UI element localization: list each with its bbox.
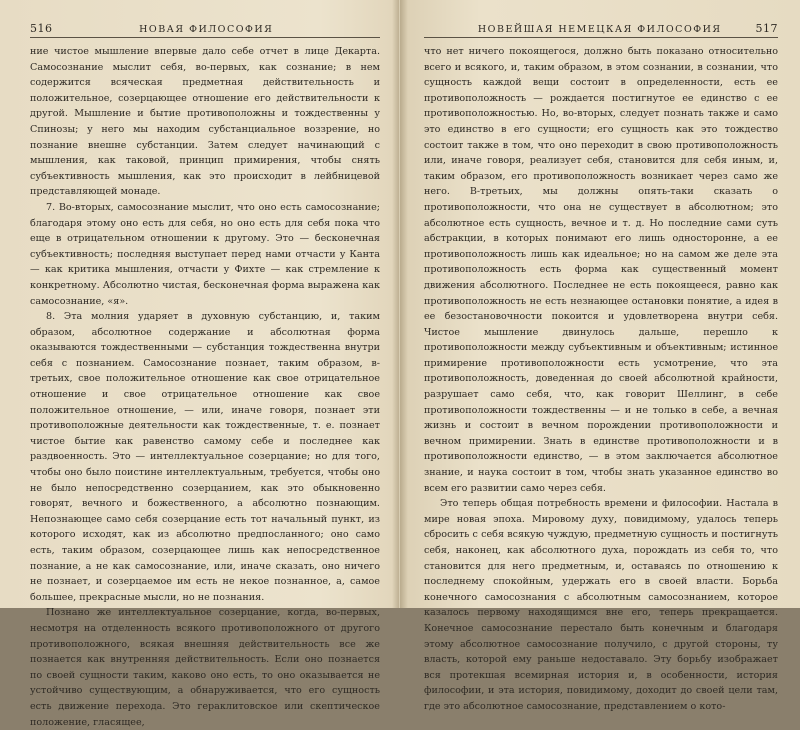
right-paragraph-2: Это теперь общая потребность времени и философии. Настала в мире новая эпоха. Мировому духу, повидимому, удалось теперь сбросить с себя всякую чуждую, предметную сущность и постигнуть себя, наконец, как абсолютного духа, порождать из себя то, что становится для него предметным, и, оставаясь по отношению к последнему спокойным, удержать его в своей власти. Борьба конечного самосознания с абсолютным самосознанием, которое казалось первому находящимся вне его, теперь прекращается. Конечное самосознание перестало быть конечным и благодаря этому абсолютное самосознание получило, с другой стороны, ту власть, которой ему раньше недоставало. Эту борьбу изображает вся протекшая всемирная история и, в особенности, история философии, и эта история, повидимому, доходит до своей цели там, где это абсолютное самосознание, представлением о кото- bbox=[424, 498, 778, 712]
left-paragraph-4: Познано же интеллектуальное созерцание, когда, во-первых, несмотря на отделенность всякого противоположного от другого противоположного, всякая внешняя действительность все же познается как внутренняя действительность. Если оно познается по своей сущности таким, каково оно есть, то оно оказывается не устойчиво существующим, а обнаруживается, что его сущность есть движение перехода. Это гераклитовское или скептическое положение, гласящее, bbox=[30, 607, 380, 728]
left-running-head bbox=[30, 22, 380, 38]
left-paragraph-2: 7. Во-вторых, самосознание мыслит, что оно есть самосознание; благодаря этому оно есть для себя, но оно есть для себя пока что еще в отрицательном отношении к другому. Это — бесконечная субъективность; последняя выступает перед нами отчасти у Канта — как критика мышления, отчасти у Фихте — как стремление к конкретному. Абсолютно чистая, бесконечная форма выражена как самосознание, «я». bbox=[30, 201, 380, 307]
left-page bbox=[0, 0, 398, 728]
right-running-head bbox=[424, 22, 778, 38]
left-body-text bbox=[30, 44, 380, 730]
left-paragraph-3: 8. Эта молния ударяет в духовную субстанцию, и, таким образом, абсолютное содержание и абсолютная форма оказываются тождественными — субстанция тождественна внутри себя с познанием. Самосознание познает, таким образом, в-третьих, свое положительное отношение как свое отрицательное отношение и свое отрицательное отношение как свое положительное отношение, — или, иначе говоря, познает эти противоположные деятельности как тождественные, т. е. познает чистое бытие как равенство самому себе и последнее как раздвоенность. Это — интеллектуальное созерцание; но для того, чтобы оно было поистине интеллектуальным, требуется, чтобы оно не было непосредственно созерцанием, как это обыкновенно говорят, вечного и божественного, а абсолютно познающим. Непознающее само себя созерцание есть тот начальный пункт, из которого исходят, как из абсолютно предпосланного; оно само есть, таким образом, созерцающее лишь как непосредственное познание, а не как самосознание, или, иначе сказать, оно ничего не познает, и созерцаемое им есть не некое познанное, а, самое большее, прекрасные мысли, но не познания. bbox=[30, 311, 380, 603]
right-page bbox=[402, 0, 800, 712]
left-page-number: 516 bbox=[30, 22, 53, 35]
right-running-title: НОВЕЙШАЯ НЕМЕЦКАЯ ФИЛОСОФИЯ bbox=[477, 24, 722, 35]
right-page-number: 517 bbox=[755, 22, 778, 35]
left-running-title: НОВАЯ ФИЛОСОФИЯ bbox=[139, 24, 274, 35]
book-gutter bbox=[399, 0, 400, 608]
right-body-text bbox=[424, 44, 778, 715]
left-paragraph-1: ние чистое мышление впервые дало себе отчет в лице Декарта. Самосознание мыслит себя, во-первых, как сознание; в нем содержится всяческая предметная действительность и положительное, созерцающее отношение его действительности к другой. Мышление и бытие противоположны и тождественны у Спинозы; у него мы находим субстанциальное воззрение, но познание внешне субстанции. Затем следует начинающий с мышления, как таковой, принцип примирения, чтобы снять субъективность мышления, как это происходит в лейбницевой представляющей монаде. bbox=[30, 46, 380, 198]
right-paragraph-1: что нет ничего покоящегося, должно быть показано относительно всего и всякого, и, таким образом, в этом сознании, в сознании, что сущность каждой вещи состоит в определенности, есть ее противоположность — рождается постигнутое ее единство с ее противоположностью. Но, во-вторых, следует познать также и само это единство в его сущности; его сущность как это тождество состоит также в том, что оно переходит в свою противоположность или, иначе говоря, реализует себя, становится для себя иным, и, таким образом, его противоположность возникает через само же него. В-третьих, мы должны опять-таки сказать о противоположности, что она не существует в абсолютном; это абсолютное есть сущность, вечное и т. д. Но последние сами суть абстракции, в которых понимают его лишь одностороннe, а ее противоположность лишь как идеальное; но на самом же деле эта противоположность есть форма как существенный момент движения абсолютного. Последнее не есть покоящееся, равно как противоположность не есть незнающее остановки понятие, а идея в ее безостановочности покоится и удовлетворена внутри себя. Чистое мышление двинулось дальше, перешло к противоположности между субъективным и объективным; истинное примирение противоположности есть усмотрение, что эта противоположность, доведенная до своей абсолютной крайности, разрушает само себя, что, как говорит Шеллинг, в себе противоположности тождественны — и не только в себе, а вечная жизнь и состоит в вечном порождении противоположности и вечном примирении. Знать в единстве противоположности и в противоположности единство, — в этом заключается абсолютное знание, и наука состоит в том, чтобы знать указанное единство во всем его развитии само через себя. bbox=[424, 46, 778, 494]
